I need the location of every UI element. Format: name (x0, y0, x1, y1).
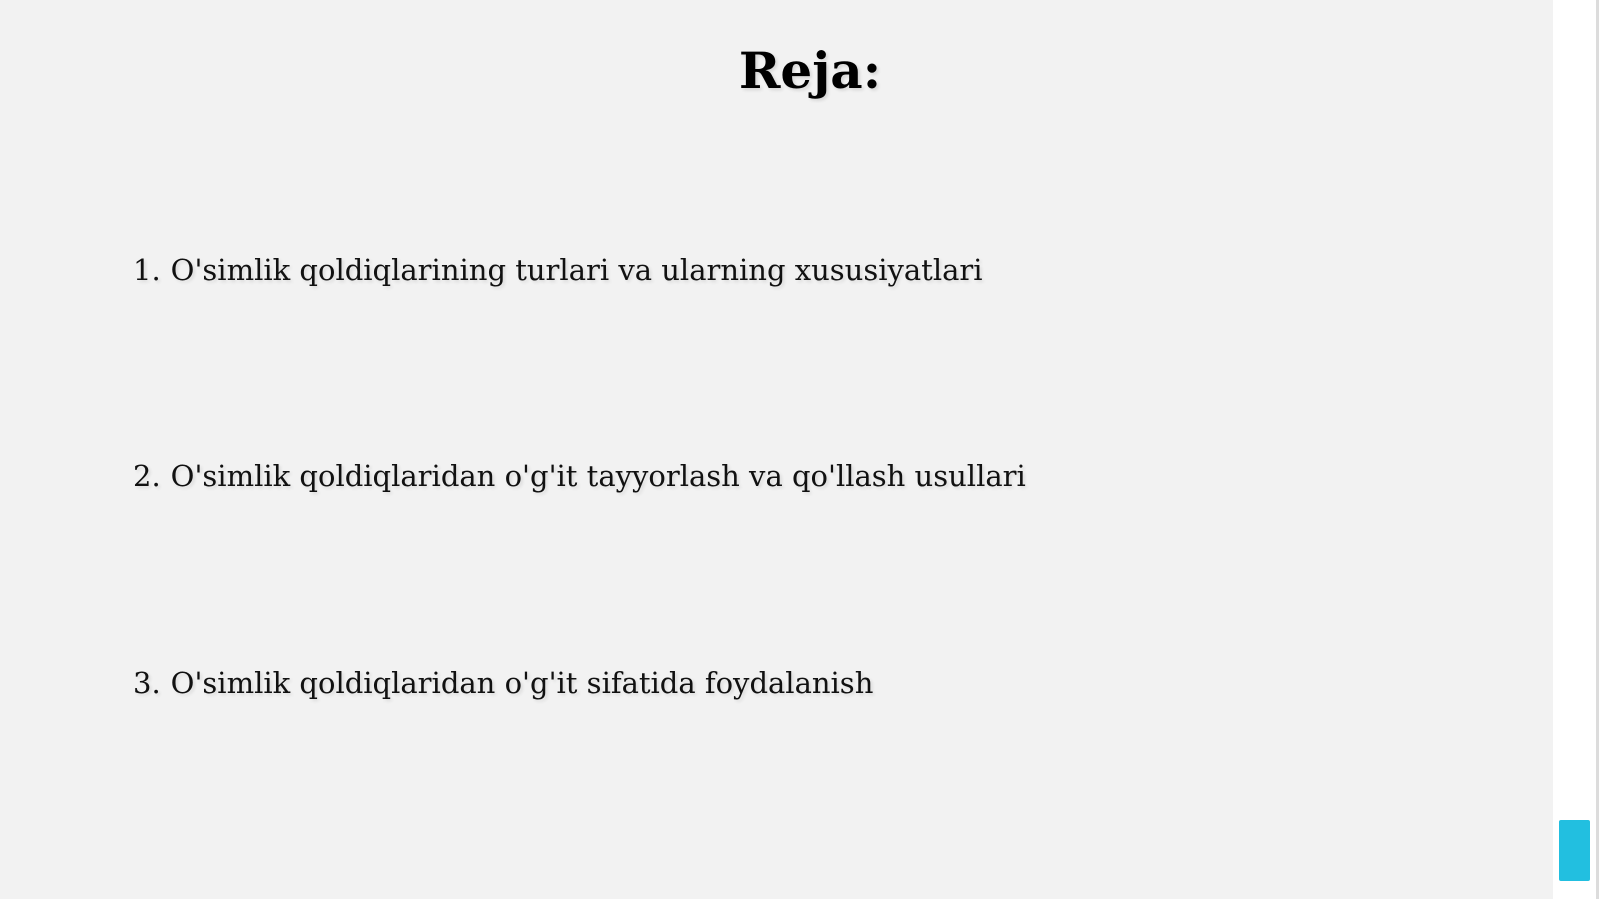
plan-item-text: O'simlik qoldiqlaridan o'g'it tayyorlash va qo'llash usullari (170, 459, 1026, 493)
plan-item (133, 456, 1026, 496)
plan-item (133, 663, 873, 703)
scrollbar-edge (1596, 0, 1599, 899)
scrollbar-thumb[interactable] (1559, 820, 1590, 881)
plan-item-text: O'simlik qoldiqlaridan o'g'it sifatida foydalanish (170, 666, 874, 700)
plan-item-text: O'simlik qoldiqlarining turlari va ularning xususiyatlari (170, 253, 983, 287)
plan-item-number: 1. (133, 253, 161, 287)
plan-item-number: 2. (133, 459, 161, 493)
vertical-scrollbar[interactable] (1553, 0, 1600, 899)
plan-item (133, 250, 983, 290)
slide-title: Reja: (738, 41, 882, 100)
plan-item-number: 3. (133, 666, 161, 700)
